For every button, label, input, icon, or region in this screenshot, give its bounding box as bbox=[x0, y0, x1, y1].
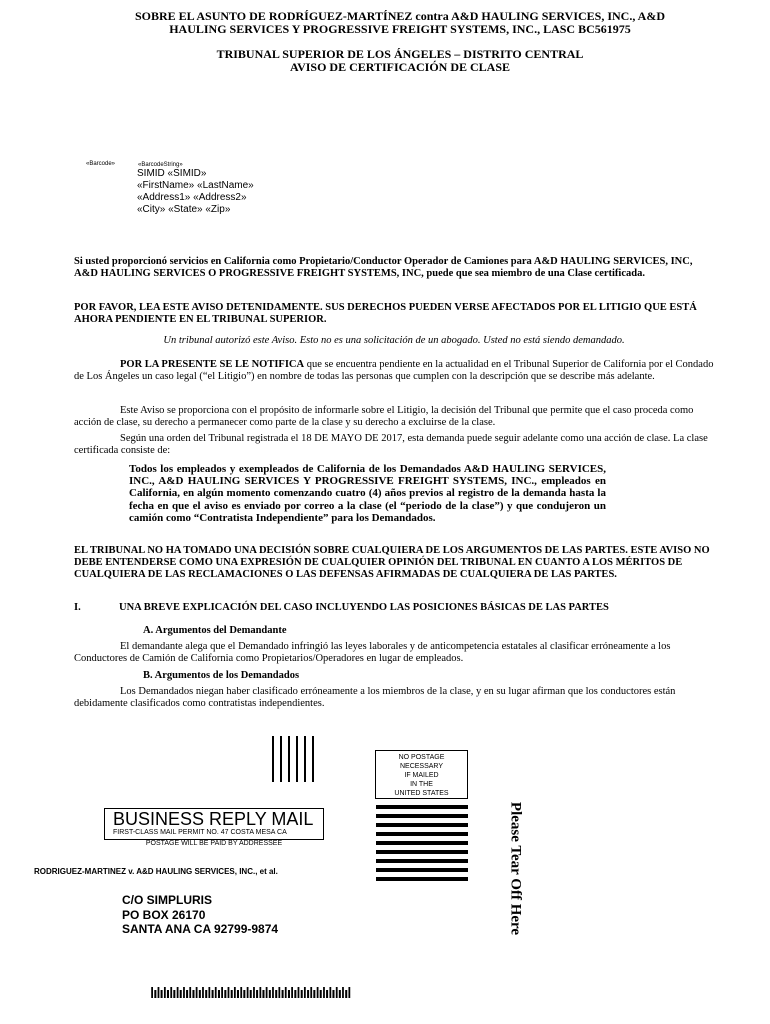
horizontal-bar bbox=[376, 877, 468, 881]
barcode-string: «BarcodeString» bbox=[138, 162, 183, 168]
notify-paragraph bbox=[74, 359, 714, 383]
horizontal-bar bbox=[376, 832, 468, 836]
header-line-2: HAULING SERVICES Y PROGRESSIVE FREIGHT SYSTEMS, INC., LASC BC561975 bbox=[169, 22, 631, 36]
warning-paragraph: POR FAVOR, LEA ESTE AVISO DETENIDAMENTE. SUS DERECHOS PUEDEN VERSE AFECTADOS POR EL LITIGIO QUE ESTÁ AHORA PENDIENTE EN EL TRIBUNAL SUPERIOR. bbox=[74, 302, 697, 325]
address-block bbox=[137, 168, 254, 216]
address-line: «Address1» «Address2» bbox=[137, 192, 247, 203]
intelligent-mail-barcode: ǀıǀıǀıǀıǀıǀıǀıǀıǀıǀıǀıǀıǀıǀıǀıǀıǀıǀıǀıǀıǀıǀıǀıǀıǀıǀıǀıǀıǀıǀıǀıǀ bbox=[150, 985, 351, 1002]
fim-bar bbox=[304, 736, 306, 782]
horizontal-bar bbox=[376, 868, 468, 872]
purpose-paragraph: Este Aviso se proporciona con el propósito de informarle sobre el Litigio, la decisión del Tribunal que permite que el caso proceda como acción de clase, su derecho a permanecer como parte de la clase y su derecho a excluirse de la clase. bbox=[74, 405, 694, 428]
permit-line: FIRST-CLASS MAIL PERMIT NO. 47 COSTA MESA CA bbox=[113, 829, 287, 836]
authorization-line: Un tribunal autorizó este Aviso. Esto no es una solicitación de un abogado. Usted no está siendo demandado. bbox=[163, 335, 625, 346]
horizontal-bar bbox=[376, 859, 468, 863]
fim-bar bbox=[280, 736, 282, 782]
barcode-placeholder: «Barcode» bbox=[86, 161, 116, 167]
class-definition: Todos los empleados y exempleados de California de los Demandados A&D HAULING SERVICES, INC., A&D HAULING SERVICES Y PROGRESSIVE FREIGHT SYSTEMS, INC., empleados en California, en algún momento comenzando cuatro (4) años previos al registro de la demanda hasta la fecha en que el aviso es enviado por correo a la clase (el “periodo de la clase”) y que condujeron un camión como “Contratista Independiente” para los Demandados. bbox=[129, 463, 606, 524]
order-paragraph: Según una orden del Tribunal registrada el 18 DE MAYO DE 2017, esta demanda puede seguir adelante como una acción de clase. La clase certificada consiste de: bbox=[74, 433, 708, 456]
postage-paid-line: POSTAGE WILL BE PAID BY ADDRESSEE bbox=[145, 840, 283, 847]
section-title: UNA BREVE EXPLICACIÓN DEL CASO INCLUYENDO LAS POSICIONES BÁSICAS DE LAS PARTES bbox=[119, 602, 609, 613]
court-title: TRIBUNAL SUPERIOR DE LOS ÁNGELES – DISTRITO CENTRAL bbox=[216, 47, 584, 61]
notice-title: AVISO DE CERTIFICACIÓN DE CLASE bbox=[289, 60, 511, 74]
subsection-a-text: El demandante alega que el Demandado infringió las leyes laborales y de anticompetencia estatales al clasificar erróneamente a los Conductores de Camión de California como Propietarios/Operadores en lugar de empleados. bbox=[74, 641, 671, 664]
intro-paragraph: Si usted proporcionó servicios en California como Propietario/Conductor Operador de Camiones para A&D HAULING SERVICES, INC, A&D HAULING SERVICES O PROGRESSIVE FREIGHT SYSTEMS, INC, puede que sea miembro de una Clase certificada. bbox=[74, 256, 693, 279]
pobox-line: PO BOX 26170 bbox=[122, 907, 206, 922]
return-address bbox=[122, 893, 278, 937]
horizontal-bar bbox=[376, 805, 468, 809]
business-reply-title: BUSINESS REPLY MAIL bbox=[113, 809, 314, 829]
postage-line: UNITED STATES bbox=[394, 790, 449, 797]
fim-bar bbox=[288, 736, 290, 782]
co-line: C/O SIMPLURIS bbox=[122, 893, 213, 907]
subsection-b-title: B. Argumentos de los Demandados bbox=[143, 670, 300, 681]
header-line-1: SOBRE EL ASUNTO DE RODRÍGUEZ-MARTÍNEZ contra A&D HAULING SERVICES, INC., A&D bbox=[134, 9, 665, 23]
postage-line: IF MAILED bbox=[404, 772, 439, 779]
notify-lead: POR LA PRESENTE SE LE NOTIFICA bbox=[120, 359, 305, 370]
horizontal-bar bbox=[376, 841, 468, 845]
facing-identification-mark bbox=[272, 736, 314, 782]
fim-bar bbox=[272, 736, 274, 782]
no-decision-paragraph: EL TRIBUNAL NO HA TOMADO UNA DECISIÓN SOBRE CUALQUIERA DE LOS ARGUMENTOS DE LAS PARTES. ESTE AVISO NO DEBE ENTENDERSE COMO UNA EXPRESIÓN DE CUALQUIER OPINIÓN DEL TRIBUNAL EN CUANTO A LOS MÉRITOS DE CUALQUIERA DE LAS RECLAMACIONES O LAS DEFENSAS AFIRMADAS DE CUALQUIERA DE LAS PARTES. bbox=[74, 545, 710, 580]
notify-rest: que se encuentra pendiente en la actualidad en el Tribunal Superior de California por el Condado de Los Ángeles un caso legal (“el Litigio”) en nombre de todas las personas que cumplen con la descripción que se describe más adelante. bbox=[74, 359, 714, 382]
fim-bar bbox=[312, 736, 314, 782]
section-number: I. bbox=[74, 602, 81, 613]
name-line: «FirstName» «LastName» bbox=[137, 180, 254, 191]
tear-off-instruction: Please Tear Off Here bbox=[507, 801, 524, 936]
case-reference: RODRIGUEZ-MARTINEZ v. A&D HAULING SERVICES, INC., et al. bbox=[34, 867, 278, 876]
horizontal-bar bbox=[376, 850, 468, 854]
postage-line: NECESSARY bbox=[399, 763, 444, 770]
horizontal-bar bbox=[376, 823, 468, 827]
subsection-a-title: A. Argumentos del Demandante bbox=[143, 625, 287, 636]
postage-line: IN THE bbox=[410, 781, 433, 788]
postage-line: NO POSTAGE bbox=[398, 754, 445, 761]
horizontal-bars bbox=[376, 805, 468, 886]
city-line: «City» «State» «Zip» bbox=[137, 204, 231, 215]
no-postage-box bbox=[375, 750, 468, 799]
city-state-line: SANTA ANA CA 92799-9874 bbox=[122, 922, 279, 936]
subsection-b-text: Los Demandados niegan haber clasificado erróneamente a los miembros de la clase, y en su lugar afirman que los conductores están debidamente clasificados como contratistas independientes. bbox=[74, 686, 676, 709]
horizontal-bar bbox=[376, 814, 468, 818]
simid-line: SIMID «SIMID» bbox=[137, 168, 207, 179]
fim-bar bbox=[296, 736, 298, 782]
business-reply-box bbox=[104, 808, 324, 840]
